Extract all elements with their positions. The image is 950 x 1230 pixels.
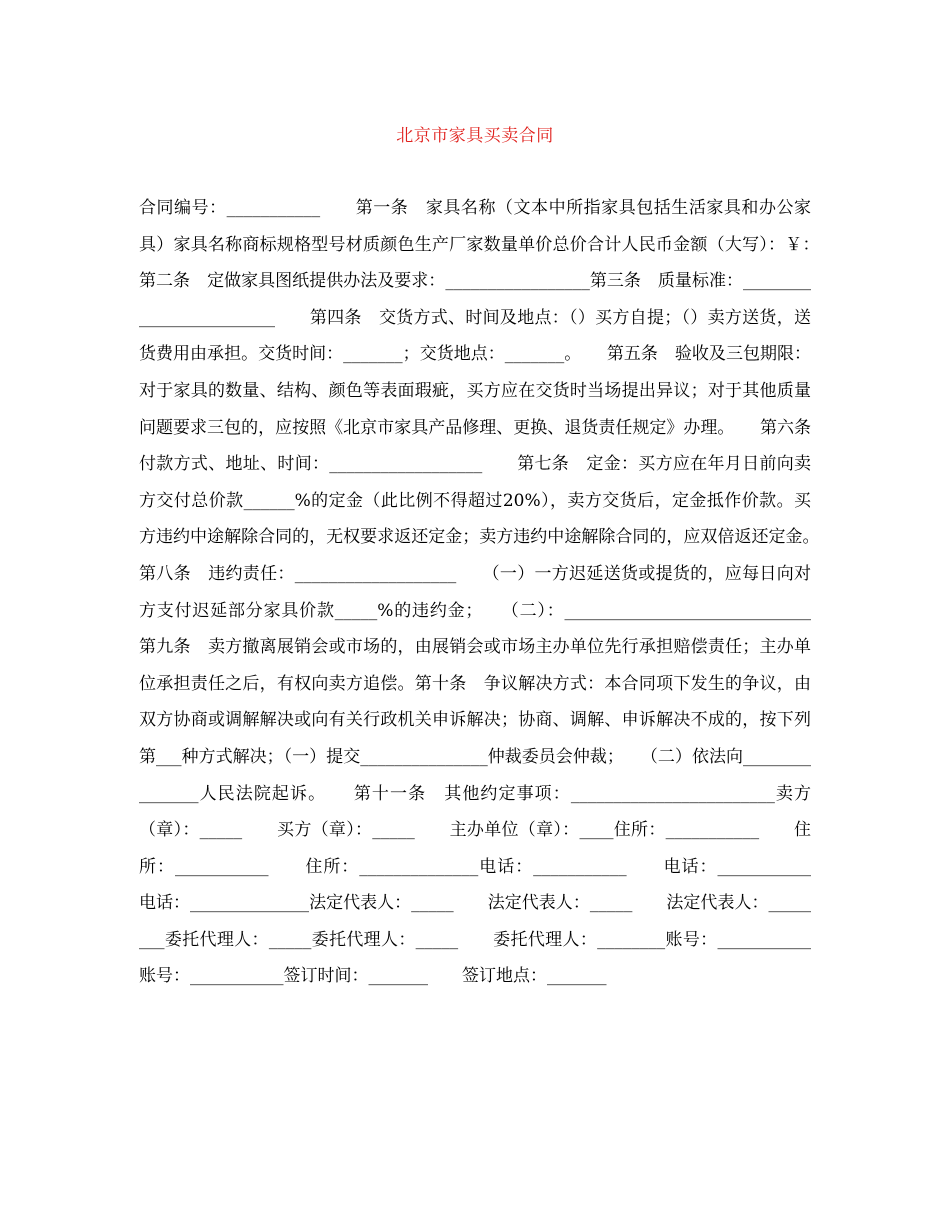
contract-body: 合同编号：___________ 第一条 家具名称（文本中所指家具包括生活家具和办公家具）家具名称商标规格型号材质颜色生产厂家数量单价总价合计人民币金额（大写）：￥： 第二条 定做家具图纸提供办法及要求：_________________第三条 质量标准：________________________ 第四条 交货方式、时间及地点：（）买方自提；（）卖方送货，送货费用由承担。交货时间：_______；交货地点：_______。 第五条 验收及三包期限：对于家具的数量、结构、颜色等表面瑕疵，买方应在交货时当场提出异议；对于其他质量问题要求三包的，应按照《北京市家具产品修理、更换、退货责任规定》办理。 第六条 付款方式、地址、时间：__________________ 第七条 定金：买方应在年月日前向卖方交付总价款______%的定金（此比例不得超过20%），卖方交货后，定金抵作价款。买方违约中途解除合同的，无权要求返还定金；卖方违约中途解除合同的，应双倍返还定金。 第八条 违约责任：___________________ （一）一方迟延送货或提货的，应每日向对方支付迟延部分家具价款_____%的违约金； （二）：_____________________________ 第九条 卖方撤离展销会或市场的，由展销会或市场主办单位先行承担赔偿责任；主办单位承担责任之后，有权向卖方追偿。第十条 争议解决方式：本合同项下发生的争议，由双方协商或调解解决或向有关行政机关申诉解决；协商、调解、申诉解决不成的，按下列第___种方式解决；（一）提交_______________仲裁委员会仲裁； （二）依法向_______________人民法院起诉。 第十一条 其他约定事项：________________________卖方（章）：_____ 买方（章）：_____ 主办单位（章）：____住所：___________ 住所：___________ 住所：______________电话：___________ 电话：___________ 电话：______________法定代表人：_____ 法定代表人：_____ 法定代表人：________委托代理人：_____委托代理人：_____ 委托代理人：________账号：___________ 账号：___________签订时间：_______ 签订地点：_______ (139, 198, 845, 987)
document-title: 北京市家具买卖合同 (396, 126, 554, 146)
